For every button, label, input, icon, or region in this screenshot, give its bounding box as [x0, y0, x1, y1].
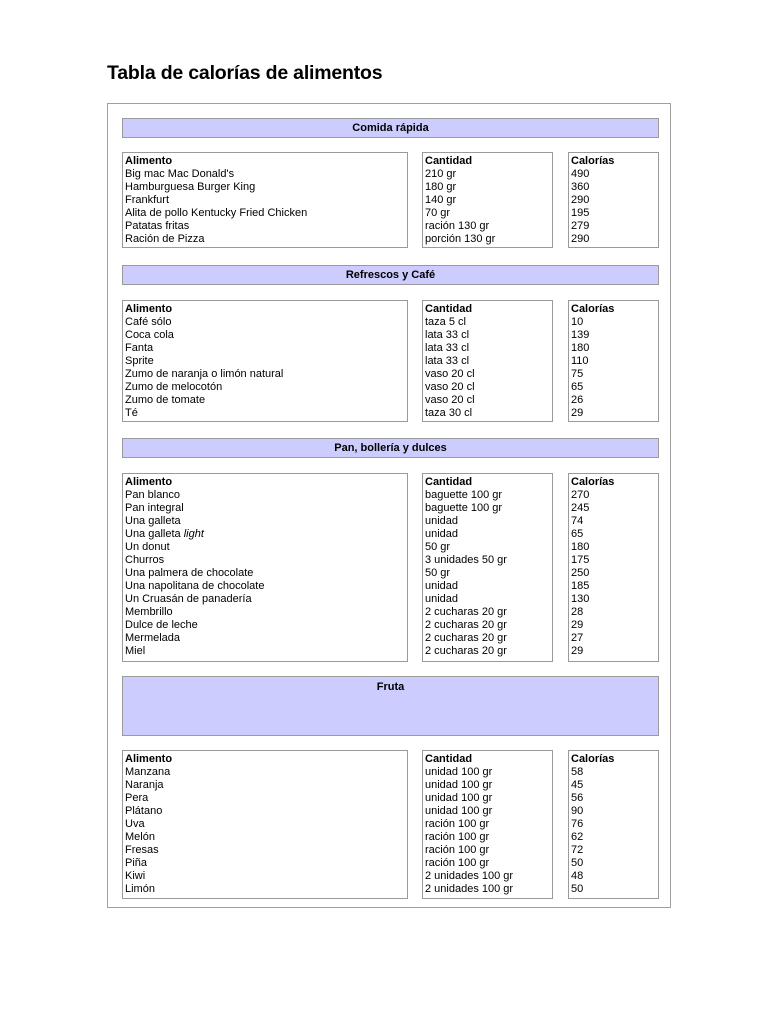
table-cell-calories: 245	[571, 502, 590, 514]
table-cell-quantity: vaso 20 cl	[425, 368, 475, 380]
column-header-quantity: Cantidad	[425, 155, 473, 167]
table-cell-quantity: 2 unidades 100 gr	[425, 870, 514, 882]
table-cell-quantity: unidad	[425, 515, 459, 527]
table-cell-calories: 74	[571, 515, 584, 527]
table-cell-food: Coca cola	[125, 329, 174, 341]
table-cell-quantity: unidad 100 gr	[425, 805, 493, 817]
table-cell-food: Fanta	[125, 342, 154, 354]
food-column	[122, 473, 408, 662]
table-cell-calories: 27	[571, 632, 584, 644]
table-cell-calories: 65	[571, 528, 584, 540]
table-cell-calories: 90	[571, 805, 584, 817]
food-column	[122, 152, 408, 248]
table-cell-food: Zumo de naranja o limón natural	[125, 368, 284, 380]
table-cell-quantity: vaso 20 cl	[425, 394, 475, 406]
table-cell-calories: 250	[571, 567, 590, 579]
table-cell-food: Frankfurt	[125, 194, 170, 206]
table-cell-food: Sprite	[125, 355, 154, 367]
table-cell-quantity: lata 33 cl	[425, 355, 470, 367]
table-cell-food: Big mac Mac Donald's	[125, 168, 235, 180]
calories-column	[568, 473, 659, 662]
table-cell-quantity: lata 33 cl	[425, 342, 470, 354]
table-cell-calories: 290	[571, 194, 590, 206]
table-cell-calories: 62	[571, 831, 584, 843]
column-header-calories: Calorías	[571, 753, 615, 765]
table-cell-calories: 139	[571, 329, 590, 341]
table-cell-quantity: 2 cucharas 20 gr	[425, 632, 507, 644]
table-cell-quantity: 180 gr	[425, 181, 457, 193]
table-cell-calories: 65	[571, 381, 584, 393]
food-column	[122, 750, 408, 899]
table-cell-quantity: ración 100 gr	[425, 818, 490, 830]
column-header-food: Alimento	[125, 476, 173, 488]
table-cell-quantity: 50 gr	[425, 567, 451, 579]
table-cell-quantity: porción 130 gr	[425, 233, 496, 245]
table-cell-quantity: vaso 20 cl	[425, 381, 475, 393]
table-cell-quantity: unidad 100 gr	[425, 779, 493, 791]
table-cell-quantity: baguette 100 gr	[425, 489, 503, 501]
quantity-column	[422, 750, 553, 899]
table-cell-quantity: unidad	[425, 528, 459, 540]
table-cell-calories: 48	[571, 870, 584, 882]
table-cell-food: Limón	[125, 883, 155, 895]
food-name: Una galleta	[125, 528, 181, 540]
table-cell-quantity: ración 130 gr	[425, 220, 490, 232]
table-cell-calories: 185	[571, 580, 590, 592]
table-cell-calories: 110	[571, 355, 589, 367]
table-cell-quantity: 70 gr	[425, 207, 451, 219]
table-cell-quantity: 2 unidades 100 gr	[425, 883, 514, 895]
table-cell-calories: 26	[571, 394, 584, 406]
column-header-calories: Calorías	[571, 476, 615, 488]
quantity-column	[422, 152, 553, 248]
table-cell-quantity: 2 cucharas 20 gr	[425, 645, 507, 657]
table-cell-calories: 195	[571, 207, 590, 219]
table-cell-quantity: 210 gr	[425, 168, 457, 180]
column-header-food: Alimento	[125, 155, 173, 167]
table-cell-quantity: ración 100 gr	[425, 857, 490, 869]
table-cell-calories: 10	[571, 316, 584, 328]
page-title: Tabla de calorías de alimentos	[107, 62, 383, 84]
table-cell-food: Mermelada	[125, 632, 181, 644]
table-cell-calories: 72	[571, 844, 584, 856]
table-cell-calories: 130	[571, 593, 590, 605]
section-header-comida-rapida: Comida rápida	[122, 118, 659, 138]
table-cell-quantity: 2 cucharas 20 gr	[425, 606, 507, 618]
table-cell-food: Manzana	[125, 766, 171, 778]
table-cell-food: Miel	[125, 645, 146, 657]
calories-column	[568, 152, 659, 248]
table-cell-food: Dulce de leche	[125, 619, 198, 631]
table-cell-calories: 56	[571, 792, 584, 804]
table-cell-food: Fresas	[125, 844, 159, 856]
table-cell-calories: 360	[571, 181, 590, 193]
quantity-column	[422, 473, 553, 662]
food-name-italic: light	[183, 528, 204, 540]
table-cell-quantity: 140 gr	[425, 194, 457, 206]
food-column	[122, 300, 408, 422]
table-cell-food: Naranja	[125, 779, 164, 791]
table-cell-quantity: unidad	[425, 580, 459, 592]
table-cell-food: Ración de Pizza	[125, 233, 205, 245]
table-cell-food: Uva	[125, 818, 145, 830]
table-cell-calories: 58	[571, 766, 584, 778]
table-cell-food: Pera	[125, 792, 149, 804]
table-cell-calories: 270	[571, 489, 590, 501]
table-cell-food: Melón	[125, 831, 155, 843]
table-cell-quantity: unidad 100 gr	[425, 792, 493, 804]
table-cell-quantity: 50 gr	[425, 541, 451, 553]
table-cell-quantity: taza 30 cl	[425, 407, 473, 419]
table-cell-food: Churros	[125, 554, 165, 566]
table-cell-calories: 29	[571, 619, 584, 631]
table-cell-calories: 290	[571, 233, 590, 245]
table-cell-calories: 29	[571, 407, 584, 419]
table-cell-food: Zumo de melocotón	[125, 381, 223, 393]
table-cell-quantity: taza 5 cl	[425, 316, 466, 328]
column-header-quantity: Cantidad	[425, 476, 473, 488]
section-header-fruta: Fruta	[122, 676, 659, 736]
table-cell-food: Un donut	[125, 541, 170, 553]
table-cell-calories: 175	[571, 554, 590, 566]
table-cell-calories: 75	[571, 368, 584, 380]
table-cell-food: Una palmera de chocolate	[125, 567, 254, 579]
table-cell-calories: 50	[571, 883, 584, 895]
column-header-food: Alimento	[125, 303, 173, 315]
table-cell-calories: 180	[571, 541, 590, 553]
column-header-quantity: Cantidad	[425, 753, 473, 765]
table-cell-calories: 29	[571, 645, 584, 657]
table-cell-quantity: 2 cucharas 20 gr	[425, 619, 507, 631]
table-cell-quantity: ración 100 gr	[425, 844, 490, 856]
table-cell-food: Un Cruasán de panadería	[125, 593, 252, 605]
table-cell-food: Alita de pollo Kentucky Fried Chicken	[125, 207, 308, 219]
section-header-refrescos: Refrescos y Café	[122, 265, 659, 285]
column-header-food: Alimento	[125, 753, 173, 765]
table-cell-calories: 180	[571, 342, 590, 354]
table-cell-calories: 76	[571, 818, 584, 830]
table-cell-food: Kiwi	[125, 870, 146, 882]
table-cell-food: Café sólo	[125, 316, 172, 328]
table-cell-quantity: 3 unidades 50 gr	[425, 554, 507, 566]
table-cell-calories: 490	[571, 168, 590, 180]
table-cell-food	[125, 528, 405, 541]
column-header-calories: Calorías	[571, 155, 615, 167]
quantity-column	[422, 300, 553, 422]
table-cell-food: Zumo de tomate	[125, 394, 206, 406]
calories-column	[568, 750, 659, 899]
table-cell-quantity: ración 100 gr	[425, 831, 490, 843]
table-cell-food: Hamburguesa Burger King	[125, 181, 256, 193]
table-cell-quantity: lata 33 cl	[425, 329, 470, 341]
table-cell-food: Plátano	[125, 805, 163, 817]
section-header-pan-bolleria: Pan, bollería y dulces	[122, 438, 659, 458]
table-cell-quantity: baguette 100 gr	[425, 502, 503, 514]
column-header-quantity: Cantidad	[425, 303, 473, 315]
table-cell-food: Té	[125, 407, 138, 419]
table-cell-food: Una galleta	[125, 515, 181, 527]
table-cell-quantity: unidad	[425, 593, 459, 605]
table-cell-calories: 45	[571, 779, 584, 791]
column-header-calories: Calorías	[571, 303, 615, 315]
table-cell-food: Pan integral	[125, 502, 184, 514]
table-cell-calories: 50	[571, 857, 584, 869]
table-cell-food: Una napolitana de chocolate	[125, 580, 265, 592]
table-cell-calories: 28	[571, 606, 584, 618]
table-cell-food: Piña	[125, 857, 148, 869]
table-cell-quantity: unidad 100 gr	[425, 766, 493, 778]
table-cell-food: Patatas fritas	[125, 220, 190, 232]
table-cell-food: Pan blanco	[125, 489, 181, 501]
table-cell-food: Membrillo	[125, 606, 173, 618]
calories-column	[568, 300, 659, 422]
table-cell-calories: 279	[571, 220, 590, 232]
